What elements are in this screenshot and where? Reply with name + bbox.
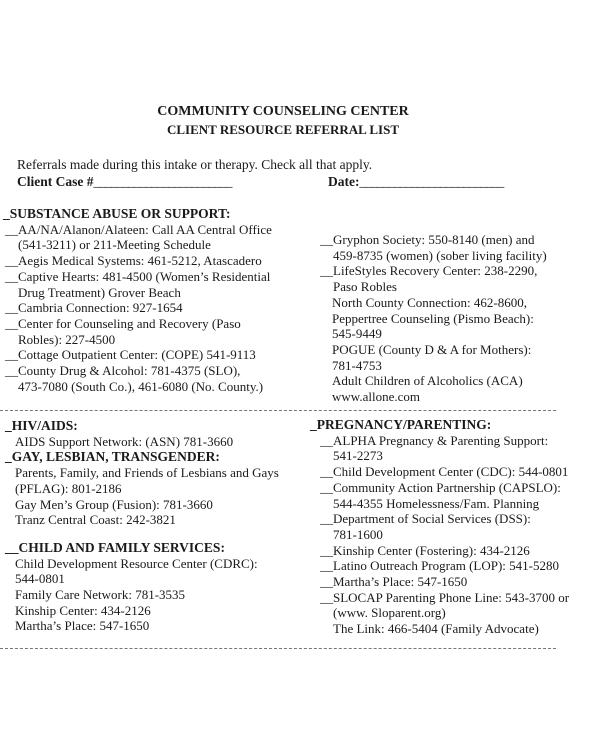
date-label: Date: [328, 174, 360, 189]
referral-checkbox-item[interactable] [310, 558, 569, 574]
referral-line: North County Connection: 462-8600, [332, 294, 527, 310]
referral-line: Kinship Center: 434-2126 [15, 602, 151, 618]
section-heading: _GAY, LESBIAN, TRANSGENDER: [5, 449, 220, 465]
referral-line: __Child Development Center (CDC): 544-0801 [320, 464, 569, 480]
referral-line-continued: 541-2273 [333, 448, 383, 464]
instructions-text: Referrals made during this intake or therapy. Check all that apply. [17, 157, 373, 172]
referral-line-continued: 545-9449 [332, 326, 382, 342]
referral-line: __Kinship Center (Fostering): 434-2126 [320, 542, 530, 558]
substance-abuse-column-left [3, 206, 272, 394]
referral-checkbox-item[interactable] [310, 433, 569, 464]
referral-checkbox-item[interactable] [3, 347, 272, 363]
referral-line: __LifeStyles Recovery Center: 238-2290, [320, 263, 538, 279]
referral-line: __Community Action Partnership (CAPSLO): [320, 479, 561, 495]
date-blank[interactable]: _________________________ [359, 174, 504, 189]
referral-checkbox-item[interactable] [310, 511, 569, 542]
referral-line-continued: (541-3211) or 211-Meeting Schedule [18, 237, 211, 253]
referral-line: __AA/NA/Alanon/Alateen: Call AA Central Office [5, 221, 272, 237]
referral-checkbox-item[interactable] [3, 222, 272, 253]
referral-item [5, 618, 279, 634]
section-divider [0, 410, 556, 411]
referral-line-continued: 781-4753 [332, 357, 382, 373]
substance-abuse-column-right [320, 232, 547, 405]
section-heading: _HIV/AIDS: [5, 418, 78, 433]
referral-checkbox-item[interactable] [320, 232, 547, 263]
referral-line-continued: 473-7080 (South Co.), 461-6080 (No. County.) [18, 378, 264, 394]
referral-line: __ALPHA Pregnancy & Parenting Support: [320, 432, 549, 448]
referral-item [5, 434, 279, 450]
referral-line: Family Care Network: 781-3535 [15, 587, 186, 603]
referral-line: __Latino Outreach Program (LOP): 541-5280 [320, 558, 560, 574]
referral-item [5, 587, 279, 603]
referral-line-continued: www.allone.com [332, 389, 420, 405]
referral-item [320, 311, 547, 342]
referral-checkbox-item[interactable] [3, 269, 272, 300]
section-heading: _SUBSTANCE ABUSE OR SUPPORT: [3, 206, 231, 221]
referral-item [5, 603, 279, 619]
referral-line-continued: (PFLAG): 801-2186 [15, 480, 122, 496]
referral-line: __Aegis Medical Systems: 461-5212, Atascadero [5, 253, 262, 269]
referral-line-continued: 459-8735 (women) (sober living facility) [333, 247, 547, 263]
referral-line: Adult Children of Alcoholics (ACA) [332, 373, 523, 389]
pregnancy-parenting-column [310, 417, 569, 637]
referral-checkbox-item[interactable] [310, 574, 569, 590]
referral-checkbox-item[interactable] [310, 480, 569, 511]
referral-line-continued: Drug Treatment) Grover Beach [18, 284, 181, 300]
referral-line-continued: (www. Sloparent.org) [333, 605, 446, 621]
referral-item [320, 342, 547, 373]
referral-checkbox-item[interactable] [310, 464, 569, 480]
referral-line: The Link: 466-5404 (Family Advocate) [333, 621, 539, 637]
referral-line-continued: Robles): 227-4500 [18, 331, 116, 347]
referral-line: Child Development Resource Center (CDRC): [15, 555, 258, 571]
referral-line: __County Drug & Alcohol: 781-4375 (SLO), [5, 363, 241, 379]
referral-line: POGUE (County D & A for Mothers): [332, 341, 532, 357]
referral-item [5, 556, 279, 587]
referral-line: __Department of Social Services (DSS): [320, 511, 531, 527]
referral-item [5, 512, 279, 528]
referral-item [5, 497, 279, 513]
referral-line: Parents, Family, and Friends of Lesbians and Gays [15, 465, 279, 481]
client-case-blank[interactable]: ________________________ [93, 174, 232, 189]
referral-line-continued: 544-0801 [15, 571, 65, 587]
section-heading: __CHILD AND FAMILY SERVICES: [5, 539, 225, 555]
referral-line: AIDS Support Network: (ASN) 781-3660 [15, 433, 234, 449]
document-subtitle: CLIENT RESOURCE REFERRAL LIST [166, 122, 400, 137]
referral-line: __Cottage Outpatient Center: (COPE) 541-9113 [5, 347, 256, 363]
referral-line: Martha’s Place: 547-1650 [15, 618, 150, 634]
referral-line-continued: 781-1600 [333, 526, 383, 542]
referral-checkbox-item[interactable] [3, 316, 272, 347]
referral-line: Tranz Central Coast: 242-3821 [15, 512, 176, 528]
referral-item [320, 295, 547, 311]
referral-checkbox-item[interactable] [3, 253, 272, 269]
referral-line: Gay Men’s Group (Fusion): 781-3660 [15, 496, 213, 512]
date-field[interactable] [328, 174, 503, 190]
hiv-gay-child-column [5, 418, 279, 634]
referral-line: __Martha’s Place: 547-1650 [320, 574, 468, 590]
referral-checkbox-item[interactable] [320, 263, 547, 294]
referral-line: __Cambria Connection: 927-1654 [5, 300, 183, 316]
referral-item [320, 373, 547, 404]
referral-item [310, 621, 569, 637]
document-title: COMMUNITY COUNSELING CENTER [157, 104, 409, 119]
referral-line: __Gryphon Society: 550-8140 (men) and [320, 232, 535, 247]
referral-line: __Center for Counseling and Recovery (Paso [5, 315, 241, 331]
referral-line: __Captive Hearts: 481-4500 (Women’s Residential [5, 268, 271, 284]
section-heading: _PREGNANCY/PARENTING: [310, 417, 492, 432]
referral-line: Peppertree Counseling (Pismo Beach): [332, 310, 534, 326]
referral-checkbox-item[interactable] [310, 590, 569, 621]
referral-line-continued: 544-4355 Homelessness/Fam. Planning [333, 495, 540, 511]
client-case-label: Client Case # [17, 174, 94, 189]
bottom-divider [0, 648, 556, 649]
referral-line: __SLOCAP Parenting Phone Line: 543-3700 or [320, 589, 570, 605]
referral-checkbox-item[interactable] [3, 363, 272, 394]
referral-item [5, 465, 279, 496]
referral-checkbox-item[interactable] [3, 300, 272, 316]
client-case-field[interactable] [17, 174, 232, 190]
referral-line-continued: Paso Robles [333, 279, 397, 295]
referral-checkbox-item[interactable] [310, 543, 569, 559]
